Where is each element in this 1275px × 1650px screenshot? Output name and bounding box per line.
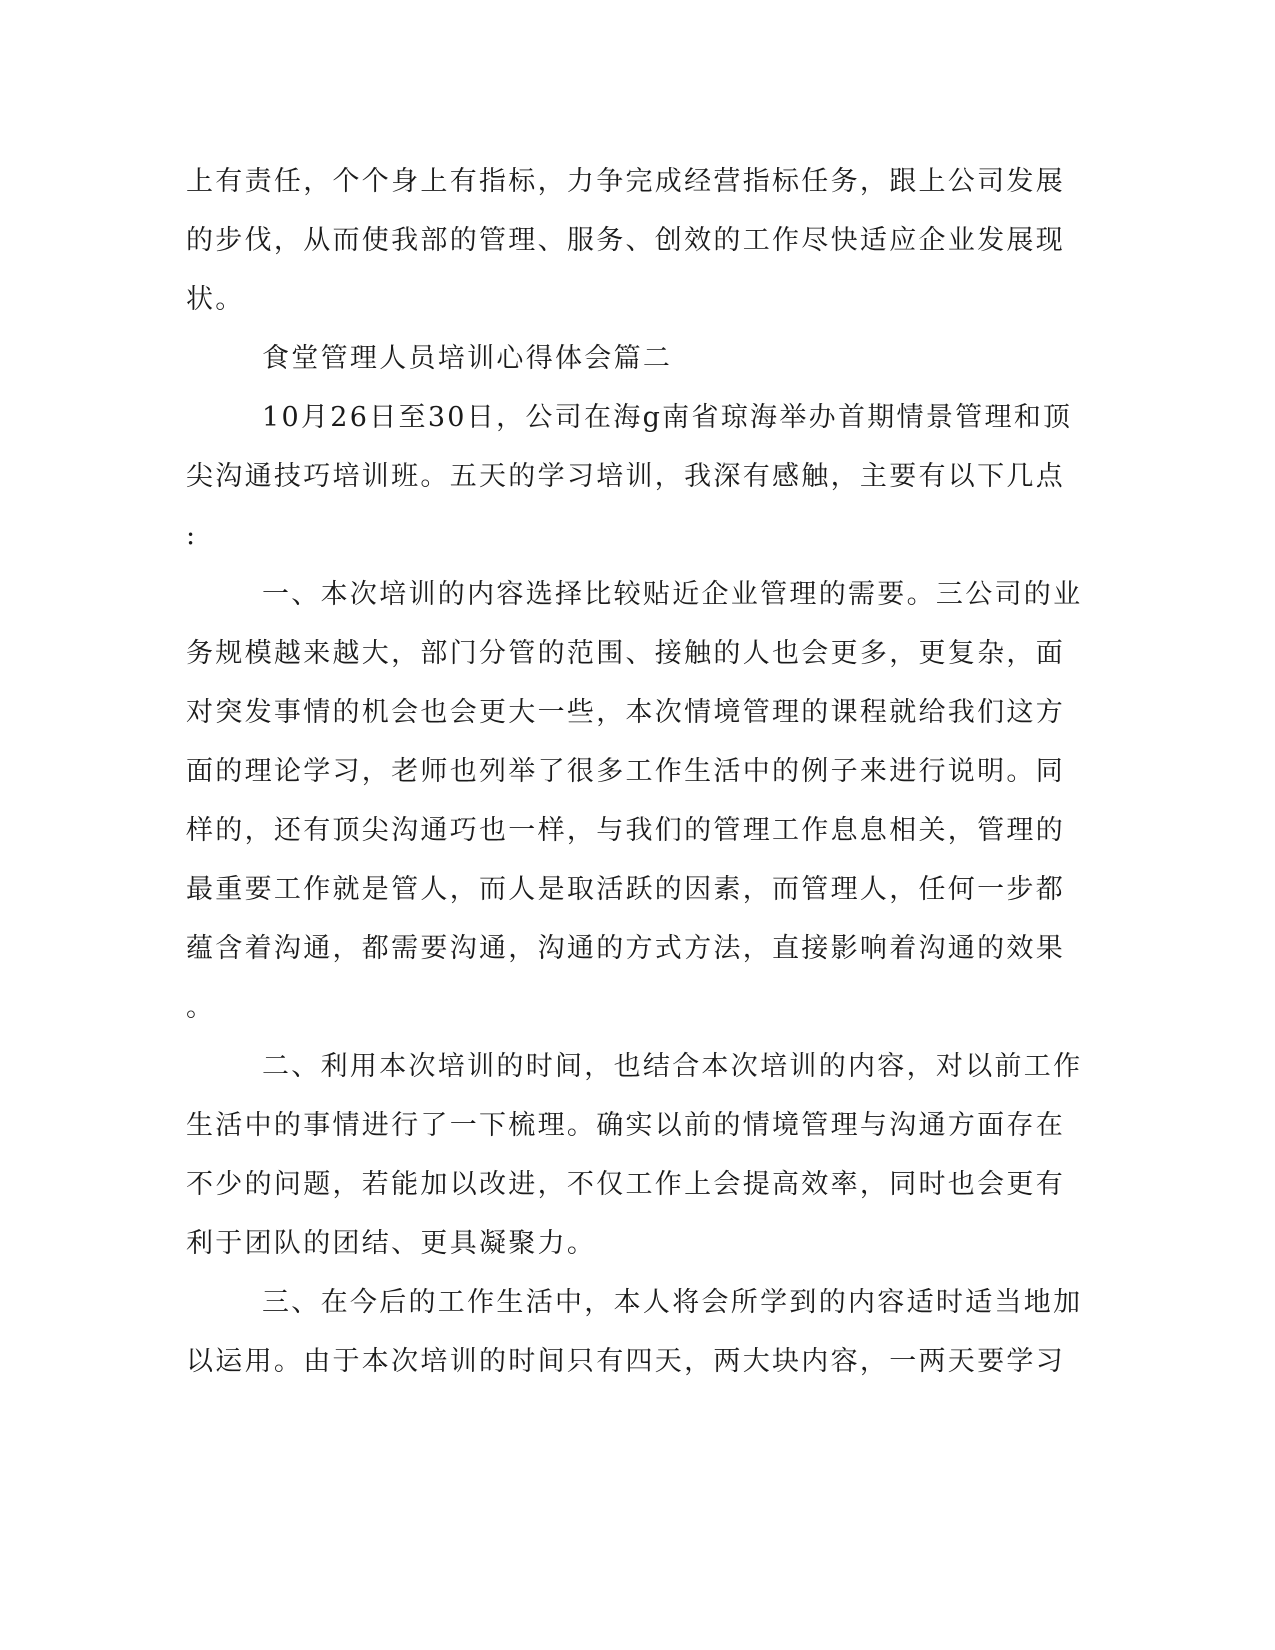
text-line: 三、在今后的工作生活中，本人将会所学到的内容适时适当地加 — [262, 1287, 1083, 1318]
text-line: 一、本次培训的内容选择比较贴近企业管理的需要。三公司的业 — [262, 579, 1083, 610]
text-line: 生活中的事情进行了一下梳理。确实以前的情境管理与沟通方面存在 — [186, 1110, 1065, 1141]
text-line: : — [186, 520, 198, 551]
section-heading: 食堂管理人员培训心得体会篇二 — [262, 343, 673, 374]
text-line: 二、利用本次培训的时间，也结合本次培训的内容，对以前工作 — [262, 1051, 1083, 1082]
text-line: 利于团队的团结、更具凝聚力。 — [186, 1228, 597, 1259]
text-line: 不少的问题，若能加以改进，不仅工作上会提高效率，同时也会更有 — [186, 1169, 1065, 1200]
text-line: 的步伐，从而使我部的管理、服务、创效的工作尽快适应企业发展现 — [186, 225, 1065, 256]
text-line: 尖沟通技巧培训班。五天的学习培训，我深有感触，主要有以下几点 — [186, 461, 1065, 492]
text-line: 务规模越来越大，部门分管的范围、接触的人也会更多，更复杂，面 — [186, 638, 1065, 669]
text-line: 蕴含着沟通，都需要沟通，沟通的方式方法，直接影响着沟通的效果 — [186, 933, 1065, 964]
text-line: 以运用。由于本次培训的时间只有四天，两大块内容，一两天要学习 — [186, 1346, 1065, 1377]
text-line: 对突发事情的机会也会更大一些，本次情境管理的课程就给我们这方 — [186, 697, 1065, 728]
text-line: 10月26日至30日，公司在海g南省琼海举办首期情景管理和顶 — [262, 402, 1073, 433]
text-line: 面的理论学习，老师也列举了很多工作生活中的例子来进行说明。同 — [186, 756, 1065, 787]
text-line: 样的，还有顶尖沟通巧也一样，与我们的管理工作息息相关，管理的 — [186, 815, 1065, 846]
text-line: 最重要工作就是管人，而人是取活跃的因素，而管理人，任何一步都 — [186, 874, 1065, 905]
text-line: 状。 — [186, 284, 245, 315]
text-line: 上有责任，个个身上有指标，力争完成经营指标任务，跟上公司发展 — [186, 166, 1065, 197]
text-line: 。 — [186, 992, 216, 1023]
